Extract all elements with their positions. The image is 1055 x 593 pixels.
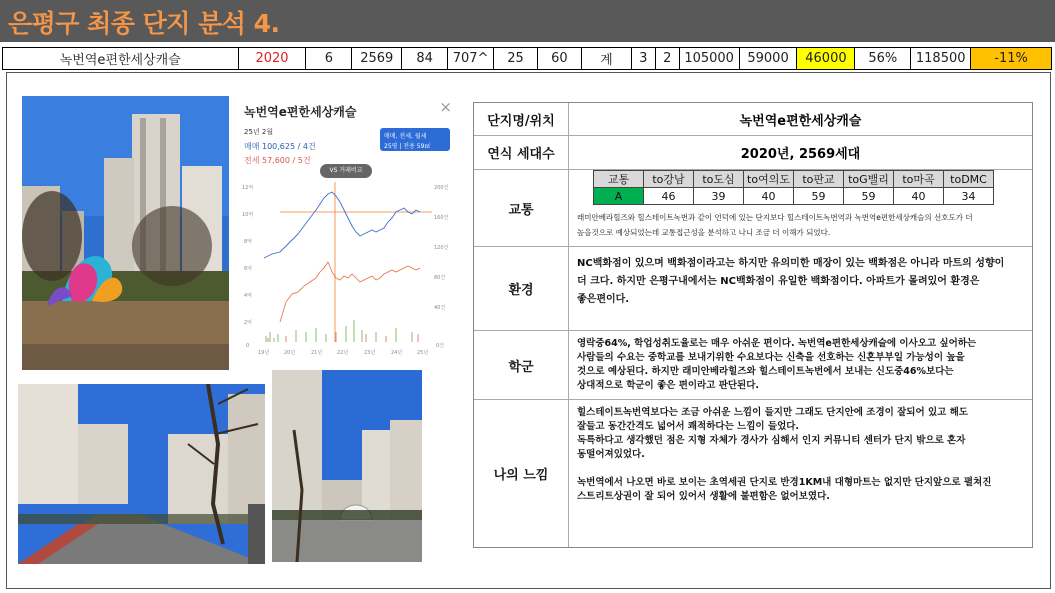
summary-cell: 3: [632, 48, 656, 69]
y2-tick: 200건: [434, 185, 449, 191]
filter-size: 25평 | 전용 59㎡: [384, 143, 431, 150]
environment-line: 더 크다. 하지만 은평구내에서는 NC백화점이 유일한 백화점이다. 아파트가 몰려있어 환경은: [577, 276, 980, 287]
listing-name: 녹번역e편한세상캐슬: [244, 105, 357, 119]
impression-line: 스트리트상권이 잘 되어 있어서 생활에 불편함은 없어보였다.: [577, 491, 830, 502]
transport-value: 59: [794, 188, 844, 205]
row-name: [474, 103, 1032, 136]
volume-bars: [266, 320, 412, 342]
environment-line: 좋은편이다.: [577, 294, 630, 305]
school-line: 상대적으로 학군이 좋은 편이라고 판단된다.: [577, 380, 760, 391]
row-transport: [474, 170, 1032, 247]
x-tick: 23년: [364, 350, 376, 356]
impression-line: 동떨어져있었다.: [577, 449, 645, 460]
transport-value: 40: [744, 188, 794, 205]
sale-line: [264, 192, 420, 258]
info-table: [473, 102, 1033, 548]
summary-cell-year: 2020: [239, 48, 307, 69]
compare-button[interactable]: VS 거래비교: [320, 164, 372, 178]
transport-header: 교통: [594, 171, 644, 188]
photo-street: [18, 384, 265, 564]
impression-line: 독특하다고 생각했던 점은 지형 자체가 경사가 심해서 인지 커뮤니티 센터가 단지 밖으로 혼자: [577, 435, 966, 446]
transport-value: 39: [694, 188, 744, 205]
y2-tick: 80건: [434, 275, 446, 281]
close-icon[interactable]: ×: [439, 98, 452, 116]
photo-community-center: [272, 370, 422, 562]
transport-header: toG밸리: [844, 171, 894, 188]
transport-note-line: 높을것으로 예상되었는데 교통접근성을 분석하고 나니 조금 더 이해가 되었다.: [577, 228, 831, 237]
label-year: 연식 세대수: [474, 136, 569, 169]
y2-tick: 160건: [434, 215, 449, 221]
summary-cell: 59000: [740, 48, 798, 69]
y-tick: 2억: [244, 320, 253, 326]
y-tick: 4억: [244, 293, 253, 299]
y-tick: 6억: [244, 266, 253, 272]
transport-value: 34: [944, 188, 994, 205]
transport-header: to마곡: [894, 171, 944, 188]
row-environment: [474, 247, 1032, 331]
x-tick: 24년: [391, 350, 403, 356]
label-name: 단지명/위치: [474, 103, 569, 135]
value-environment: [569, 247, 1032, 330]
rent-line: [280, 262, 420, 322]
y-tick: 12억: [242, 185, 254, 191]
row-school: [474, 331, 1032, 400]
school-line: 것으로 예상된다. 하지만 래미안베라힐즈와 힐스테이트녹번에서 보내는 신도중46%보다는: [577, 366, 954, 377]
summary-cell: 118500: [911, 48, 971, 69]
label-transport: 교통: [474, 170, 569, 246]
summary-cell: 56%: [855, 48, 911, 69]
summary-cell: 2: [656, 48, 680, 69]
transport-value: 40: [894, 188, 944, 205]
summary-cell: 707^: [448, 48, 494, 69]
price-chart: [236, 182, 458, 356]
environment-line: NC백화점이 있으며 백화점이라고는 하지만 유의미한 매장이 있는 백화점은 아니라 마트의 성향이: [577, 258, 1005, 269]
row-year: [474, 136, 1032, 170]
y-tick: 10억: [242, 212, 254, 218]
x-tick: 25년: [417, 350, 429, 356]
listing-panel: [236, 96, 458, 356]
transport-header: to여의도: [744, 171, 794, 188]
value-year: 2020년, 2569세대: [740, 147, 861, 162]
transport-grade: A: [594, 188, 644, 205]
listing-rent-price: 전세 57,600 / 5건: [244, 156, 311, 165]
environment-text: [577, 255, 1024, 309]
listing-sale-price: 매매 100,625 / 4건: [244, 142, 316, 151]
page-title: 은평구 최종 단지 분석 4.: [8, 9, 280, 38]
summary-cell-name: 녹번역e편한세상캐슬: [3, 48, 239, 69]
label-school: 학군: [474, 331, 569, 399]
summary-cell: 105000: [680, 48, 740, 69]
value-impression: [569, 400, 1032, 547]
listing-date: 25년 2월: [244, 128, 274, 136]
transport-header: toDMC: [944, 171, 994, 188]
photo-apartment-sculpture: [22, 96, 229, 370]
label-impression: 나의 느낌: [474, 400, 569, 547]
x-tick: 20년: [284, 350, 296, 356]
summary-cell: 계: [582, 48, 632, 69]
y-tick: 0: [246, 343, 250, 349]
transport-table: [593, 170, 994, 205]
impression-line: 녹번역에서 나오면 바로 보이는 초역세권 단지로 반경1KM내 대형마트는 없지만 단지앞으로 펼쳐진: [577, 477, 992, 488]
y2-tick: 0건: [436, 343, 445, 349]
transport-value: 46: [644, 188, 694, 205]
summary-cell: 84: [402, 48, 448, 69]
summary-cell: 25: [494, 48, 538, 69]
summary-row: [2, 47, 1052, 70]
transport-note-line: 래미안베라힐즈와 힐스테이트녹번과 같이 언덕에 있는 단지보다 힐스테이트녹번역과 녹번역e편한세상캐슬의 선호도가 더: [577, 213, 973, 222]
impression-spacer: [577, 462, 1024, 476]
impression-text: [577, 406, 1024, 504]
x-tick: 19년: [258, 350, 270, 356]
x-tick: 21년: [311, 350, 323, 356]
title-bar: [0, 0, 1055, 42]
summary-cell-highlight: 46000: [797, 48, 855, 69]
impression-line: 힐스테이트녹번역보다는 조금 아쉬운 느낌이 들지만 그래도 단지안에 조경이 잘되어 있고 해도: [577, 407, 968, 418]
value-name: 녹번역e편한세상캐슬: [739, 113, 862, 129]
value-transport: [569, 170, 1032, 246]
school-line: 사람들의 수요는 중학교를 보내기위한 수요보다는 신축을 선호하는 신혼부부일 가능성이 높을: [577, 352, 965, 363]
school-text: [577, 337, 1024, 393]
transport-value: 59: [844, 188, 894, 205]
row-impression: [474, 400, 1032, 547]
y-tick: 8억: [244, 239, 253, 245]
school-line: 영락중64%, 학업성취도율로는 매우 아쉬운 편이다. 녹번역e편한세상캐슬에 이사오고 싶어하는: [577, 338, 977, 349]
summary-cell: 2569: [352, 48, 402, 69]
impression-line: 잘들고 동간간격도 넓어서 쾌적하다는 느낌이 들었다.: [577, 421, 800, 432]
transport-header: to강남: [644, 171, 694, 188]
summary-cell: 6: [306, 48, 352, 69]
transport-note: [577, 210, 1026, 240]
transport-header: to도심: [694, 171, 744, 188]
filter-type: 매매, 전세, 월세: [384, 133, 427, 140]
x-tick: 22년: [337, 350, 349, 356]
y2-tick: 120건: [434, 245, 449, 251]
label-environment: 환경: [474, 247, 569, 330]
transport-header: to판교: [794, 171, 844, 188]
summary-cell-change: -11%: [971, 48, 1051, 69]
value-school: [569, 331, 1032, 399]
filter-dropdown[interactable]: [380, 128, 450, 151]
y2-tick: 40건: [434, 305, 446, 311]
summary-cell: 60: [538, 48, 582, 69]
